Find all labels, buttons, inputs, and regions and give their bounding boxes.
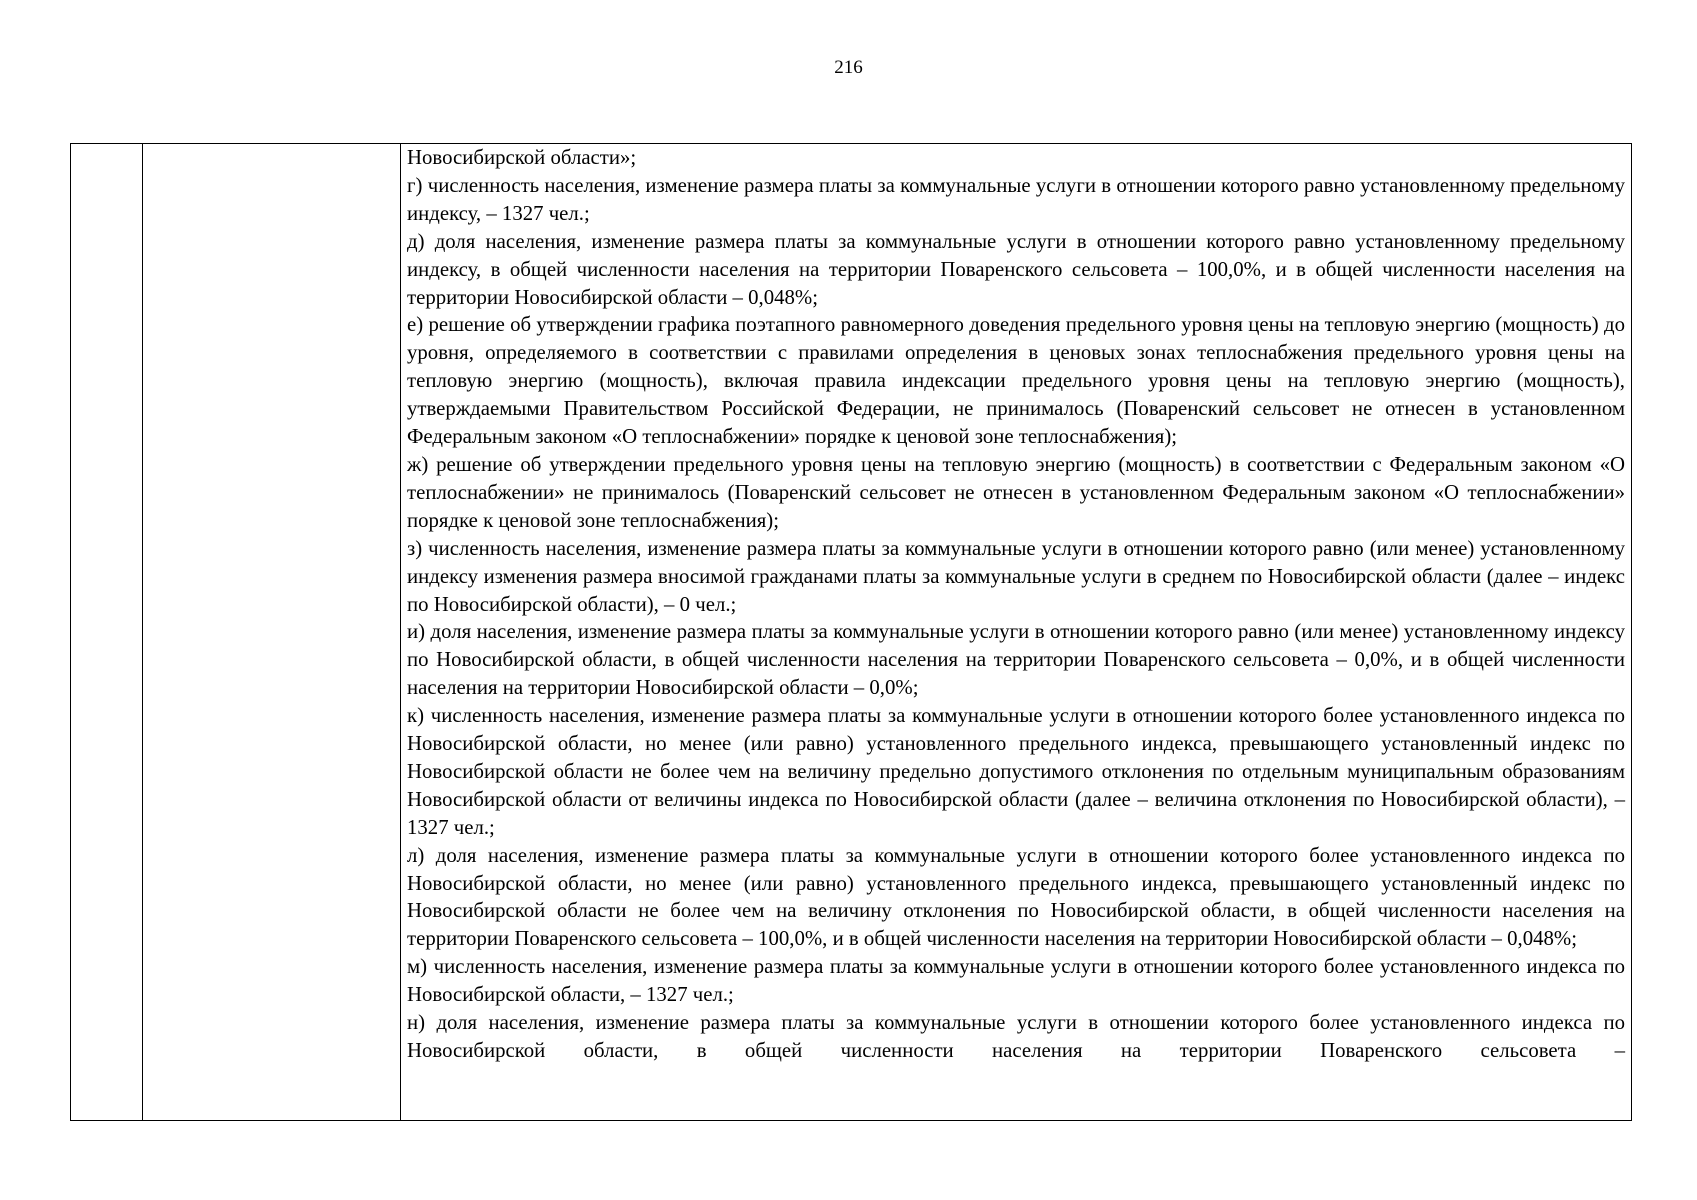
paragraph: е) решение об утверждении графика поэтапного равномерного доведения предельного уровня цены на тепловую энергию (мощность) до уровня, определяемого в соответствии с правилами определения в ценовых зонах теплоснабжения предельного уровня цены на тепловую энергию (мощность), включая правила индексации предельного уровня цены на тепловую энергию (мощность), утверждаемыми Правительством Российской Федерации, не принималось (Поваренский сельсовет не отнесен в установленном Федеральным законом «О теплоснабжении» порядке к ценовой зоне теплоснабжения); [407,313,1625,449]
document-table [70,143,1632,1121]
paragraph: к) численность населения, изменение размера платы за коммунальные услуги в отношении которого более установленного индекса по Новосибирской области, но менее (или равно) установленного предельного индекса, превышающего установленный индекс по Новосибирской области не более чем на величину предельно допустимого отклонения по отдельным муниципальным образованиям Новосибирской области от величины индекса по Новосибирской области (далее – величина отклонения по Новосибирской области), – 1327 чел.; [407,704,1625,839]
paragraph: л) доля населения, изменение размера платы за коммунальные услуги в отношении которого более установленного индекса по Новосибирской области, но менее (или равно) установленного предельного индекса, превышающего установленный индекс по Новосибирской области не более чем на величину отклонения по Новосибирской области, в общей численности населения на территории Поваренского сельсовета – 100,0%, и в общей численности населения на территории Новосибирской области – 0,048%; [407,843,1625,951]
paragraph: г) численность населения, изменение размера платы за коммунальные услуги в отношении которого равно установленному предельному индексу, – 1327 чел.; [407,173,1625,225]
paragraph: з) численность населения, изменение размера платы за коммунальные услуги в отношении которого равно (или менее) установленному индексу изменения размера вносимой гражданами платы за коммунальные услуги в среднем по Новосибирской области (далее – индекс по Новосибирской области), – 0 чел.; [407,536,1625,616]
table-cell-number [71,144,143,1121]
paragraph: н) доля населения, изменение размера платы за коммунальные услуги в отношении которого более установленного индекса по Новосибирской области, в общей численности населения на территории Поваренского сельсовета – [407,1011,1625,1062]
paragraph: ж) решение об утверждении предельного уровня цены на тепловую энергию (мощность) в соответствии с Федеральным законом «О теплоснабжении» не принималось (Поваренский сельсовет не отнесен в установленном Федеральным законом «О теплоснабжении» порядке к ценовой зоне теплоснабжения); [407,452,1625,532]
paragraph: и) доля населения, изменение размера платы за коммунальные услуги в отношении которого равно (или менее) установленному индексу по Новосибирской области, в общей численности населения на территории Поваренского сельсовета – 0,0%, и в общей численности населения на территории Новосибирской области – 0,0%; [407,620,1625,700]
cell-text [401,144,1631,1120]
paragraph: Новосибирской области»; [407,146,637,169]
table-cell-name [143,144,401,1121]
paragraph: м) численность населения, изменение размера платы за коммунальные услуги в отношении которого более установленного индекса по Новосибирской области, – 1327 чел.; [407,955,1625,1007]
table-row [71,144,1632,1121]
page-number: 216 [834,57,863,78]
paragraph: д) доля населения, изменение размера платы за коммунальные услуги в отношении которого равно установленному предельному индексу, в общей численности населения на территории Поваренского сельсовета – 100,0%, и в общей численности населения на территории Новосибирской области – 0,048%; [407,229,1625,309]
table-cell-content [401,144,1632,1121]
